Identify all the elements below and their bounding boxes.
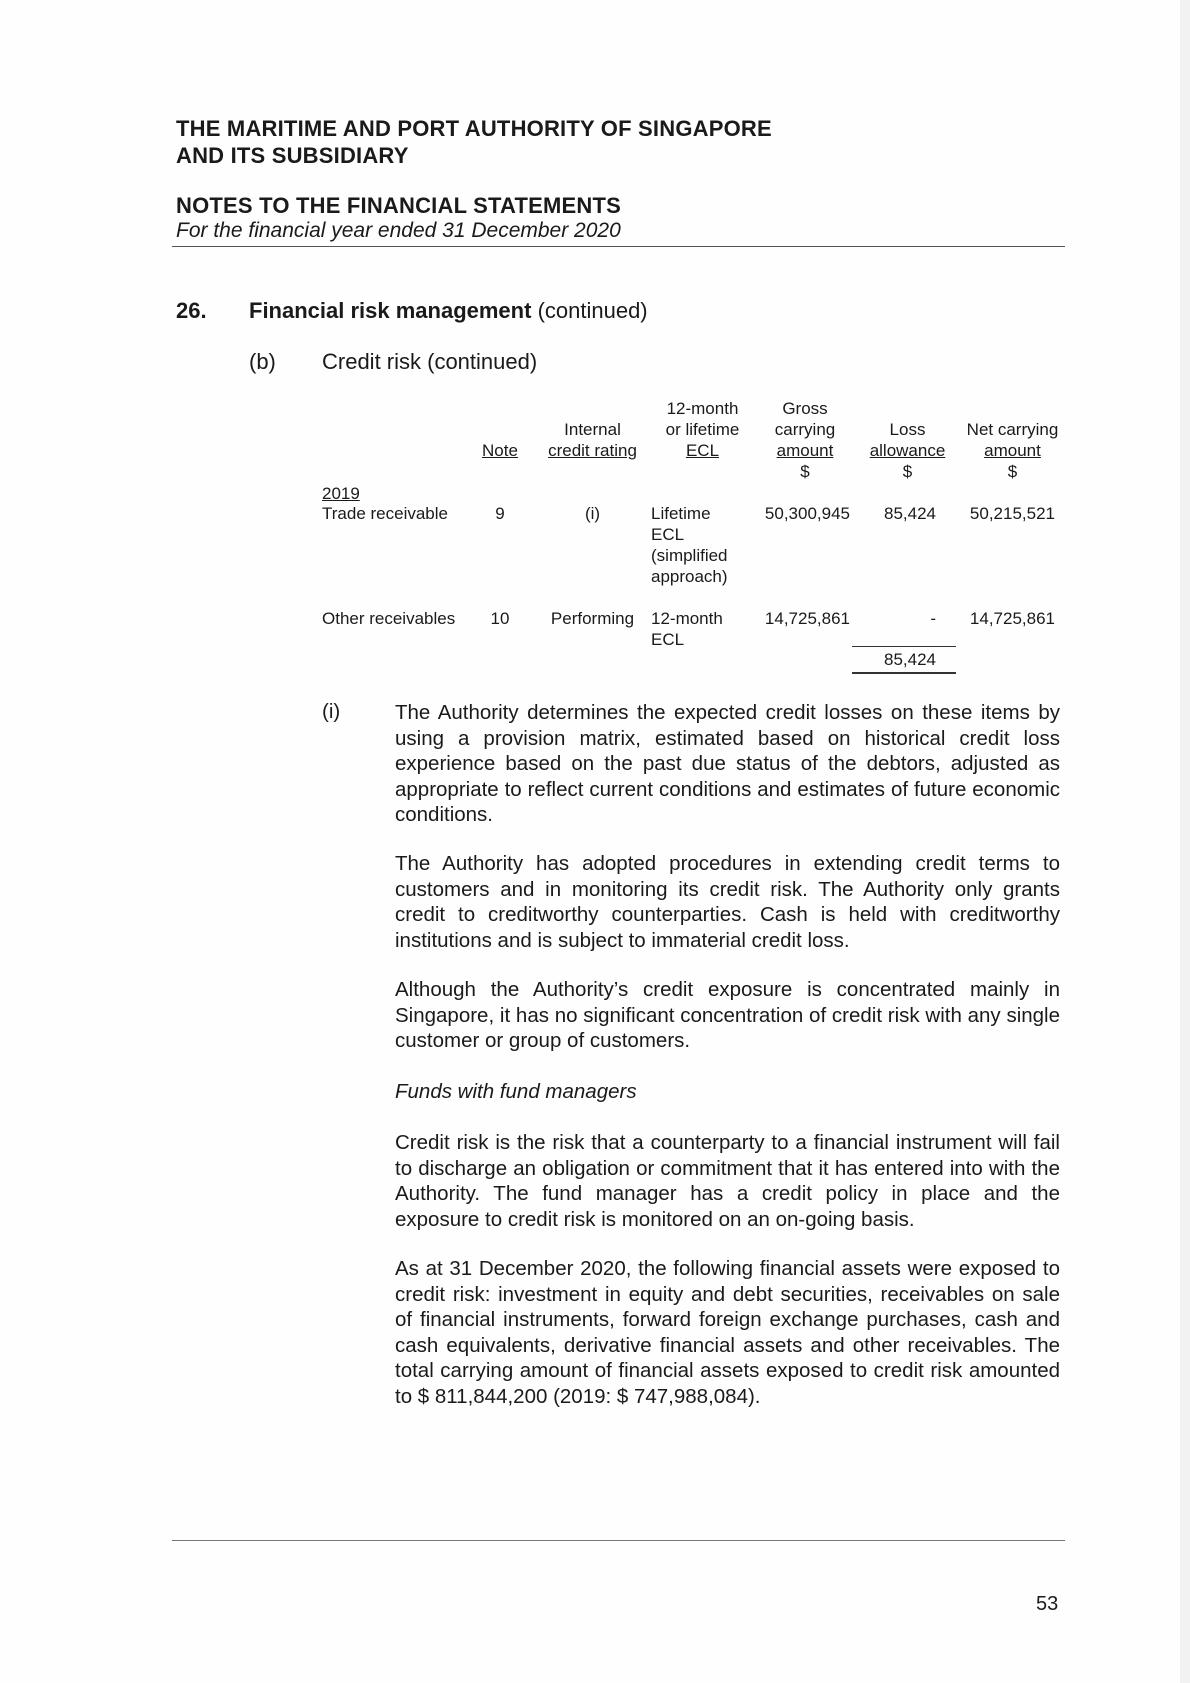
row-net: 50,215,521 xyxy=(969,504,1055,523)
footnote-paragraph-5: As at 31 December 2020, the following financial assets were exposed to credit risk: investment in equity and debt securities, receivables on sale of financial instruments, forward foreign exchange purchases, cash and cash equivalents, derivative financial assets and other receivables. The total carrying amount of financial assets exposed to credit risk amounted to $ 811,844,200 (2019: $ 747,988,084). xyxy=(395,1257,1060,1408)
org-name-line2: AND ITS SUBSIDIARY xyxy=(176,143,409,168)
row-ecl: 12-month ECL xyxy=(651,609,723,649)
page-number: 53 xyxy=(1036,1593,1059,1615)
footnote-paragraph-1: The Authority determines the expected credit losses on these items by using a provision matrix, estimated based on historical credit loss experience based on the past due status of the debtors, adjusted as appropriate to reflect current conditions and estimates of future economic conditions. xyxy=(395,701,1060,826)
footnote-label: (i) xyxy=(322,700,341,723)
org-name-line1: THE MARITIME AND PORT AUTHORITY OF SINGAPORE xyxy=(176,116,772,141)
loss-total: 85,424 xyxy=(884,650,936,669)
footnote-paragraph-2: The Authority has adopted procedures in extending credit terms to customers and in monitoring its credit risk. The Authority only grants credit to creditworthy counterparties. Cash is held with creditworthy institutions and is subject to immaterial credit loss. xyxy=(395,852,1060,952)
row-rating: (i) xyxy=(584,504,601,523)
section-title-bold: Financial risk management xyxy=(249,298,532,323)
total-rule-top xyxy=(852,646,956,647)
col-header-rating: Internal credit rating xyxy=(548,420,637,460)
row-loss: 85,424 xyxy=(884,504,936,523)
row-gross: 14,725,861 xyxy=(764,609,850,628)
footnote-paragraph-3: Although the Authority’s credit exposure is concentrated mainly in Singapore, it has no significant concentration of credit risk with any single customer or group of customers. xyxy=(395,978,1060,1052)
section-title xyxy=(249,298,648,324)
section-number: 26. xyxy=(176,298,207,323)
page-edge-shadow xyxy=(1180,0,1190,1683)
subsection-label: (b) xyxy=(249,349,276,374)
footer-rule xyxy=(172,1540,1065,1541)
row-item: Other receivables xyxy=(322,609,456,628)
total-rule-bottom xyxy=(852,672,956,674)
subsection-title: Credit risk (continued) xyxy=(322,349,538,374)
header-rule xyxy=(172,246,1065,247)
row-note: 9 xyxy=(495,504,505,523)
col-header-loss: Loss allowance $ xyxy=(869,420,946,481)
notes-title: NOTES TO THE FINANCIAL STATEMENTS xyxy=(176,193,621,218)
subheading-funds: Funds with fund managers xyxy=(395,1080,637,1103)
col-header-note: Note xyxy=(482,441,518,460)
row-loss: - xyxy=(930,609,936,628)
row-ecl: Lifetime ECL (simplified approach) xyxy=(651,504,728,586)
table-year: 2019 xyxy=(322,484,360,503)
row-net: 14,725,861 xyxy=(969,609,1055,628)
row-note: 10 xyxy=(490,609,510,628)
section-title-rest: (continued) xyxy=(537,298,648,323)
col-header-net: Net carrying amount $ xyxy=(966,420,1059,481)
footnote-paragraph-4: Credit risk is the risk that a counterparty to a financial instrument will fail to discharge an obligation or commitment that it has entered into with the Authority. The fund manager has a credit policy in place and the exposure to credit risk is monitored on an on-going basis. xyxy=(395,1131,1060,1231)
col-header-ecl: 12-month or lifetime ECL xyxy=(665,399,740,460)
period-subtitle: For the financial year ended 31 December 2020 xyxy=(176,219,621,242)
row-rating: Performing xyxy=(550,609,635,628)
col-header-gross: Gross carrying amount $ xyxy=(774,399,836,481)
row-item: Trade receivable xyxy=(322,504,448,523)
row-gross: 50,300,945 xyxy=(764,504,850,523)
